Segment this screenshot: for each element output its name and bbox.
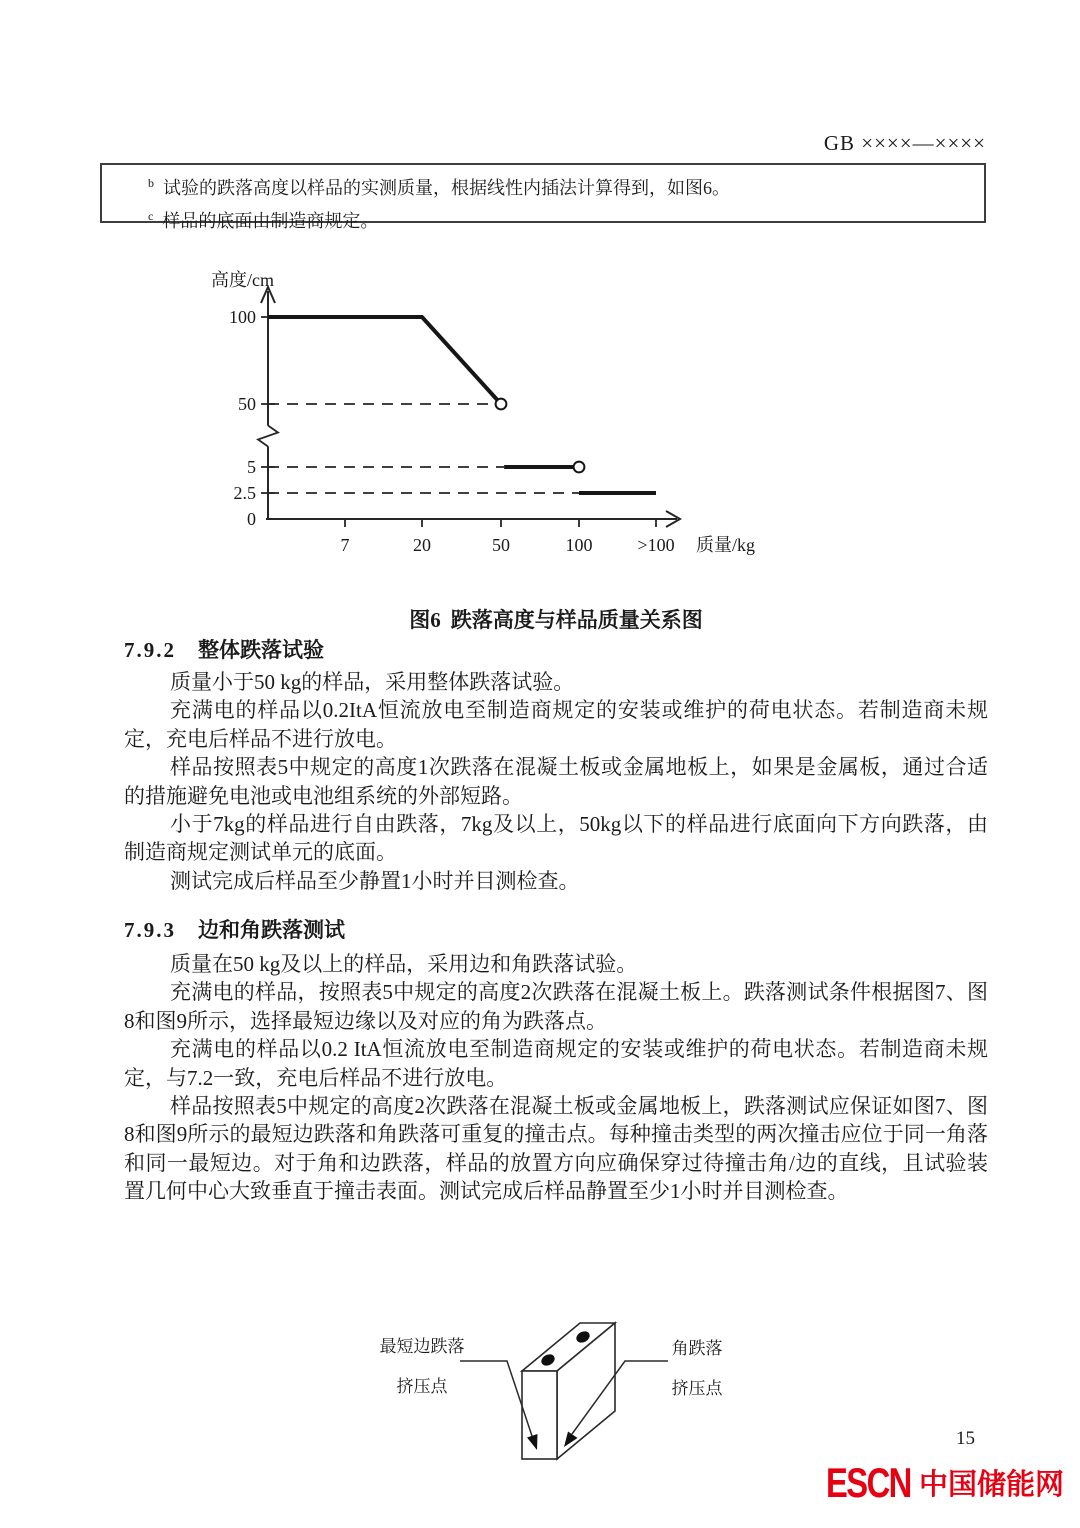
logo-chinese-text: 中国储能网 (918, 1469, 1064, 1501)
left-label-line1: 最短边跌落 (379, 1337, 465, 1356)
section-heading-7-9-2 (124, 634, 324, 664)
box-front-face (522, 1371, 557, 1459)
footnote-c-text: 样品的底面由制造商规定。 (162, 211, 379, 231)
drop-height-vs-mass-chart (180, 253, 780, 565)
x-tick-label: 50 (492, 535, 510, 555)
x-axis-title: 质量/kg (696, 535, 756, 555)
paragraph: 小于7kg的样品进行自由跌落，7kg及以上，50kg以下的样品进行底面向下方向跌落，由制造商规定测试单元的底面。 (124, 812, 988, 865)
paragraph: 充满电的样品以0.2 ItA恒流放电至制造商规定的安装或维护的荷电状态。若制造商未规定，与7.2一致，充电后样品不进行放电。 (124, 1037, 988, 1090)
edge-corner-drop-diagram (360, 1308, 750, 1493)
figure6-caption (124, 604, 988, 634)
footnote-b-text: 试验的跌落高度以样品的实测质量，根据线性内插法计算得到，如图6。 (163, 178, 730, 198)
footnote-b-marker: b (148, 176, 154, 190)
left-label-line2: 挤压点 (396, 1377, 448, 1396)
right-label-line1: 角跌落 (671, 1339, 723, 1358)
y-tick-label: 50 (238, 394, 256, 414)
standard-code-header: GB ××××—×××× (823, 131, 986, 155)
figure6-caption-title: 跌落高度与样品质量关系图 (450, 608, 703, 632)
y-tick-label: 5 (247, 457, 256, 477)
x-tick-label: >100 (637, 535, 675, 555)
paragraph: 充满电的样品，按照表5中规定的高度2次跌落在混凝土板上。跌落测试条件根据图7、图8和图9所示，选择最短边缘以及对应的角为跌落点。 (124, 980, 988, 1033)
figure6-caption-label: 图6 (409, 608, 441, 632)
figure6-chart (180, 253, 780, 565)
paragraph: 充满电的样品以0.2ItA恒流放电至制造商规定的安装或维护的荷电状态。若制造商未规定，充电后样品不进行放电。 (124, 698, 988, 751)
open-endpoint-marker (574, 462, 585, 473)
series-line (268, 317, 501, 404)
section-title: 边和角跌落测试 (198, 918, 345, 942)
y-tick-label: 100 (229, 307, 256, 327)
section-number: 7.9.2 (124, 638, 176, 662)
y-axis-break-icon (258, 426, 278, 447)
logo (826, 1459, 1064, 1506)
logo-latin-text: ESCN (826, 1459, 912, 1506)
section-heading-7-9-3 (124, 914, 345, 944)
section-number: 7.9.3 (124, 918, 176, 942)
footnote-b (148, 169, 972, 202)
x-tick-label: 100 (565, 535, 593, 555)
paragraph: 质量在50 kg及以上的样品，采用边和角跌落试验。 (170, 952, 638, 976)
paragraph: 质量小于50 kg的样品，采用整体跌落试验。 (170, 670, 575, 694)
paragraph: 测试完成后样品至少静置1小时并目测检查。 (170, 868, 580, 893)
x-tick-label: 7 (340, 535, 350, 555)
table-footnotes-box (100, 163, 986, 231)
x-tick-label: 20 (413, 535, 431, 555)
paragraph: 样品按照表5中规定的高度2次跌落在混凝土板或金属地板上，跌落测试应保证如图7、图8和图9所示的最短边跌落和角跌落可重复的撞击点。每种撞击类型的两次撞击应位于同一角落和同一最短边。对于角和边跌落，样品的放置方向应确保穿过待撞击角/边的直线，且试验装置几何中心大致垂直于撞击表面。测试完成后样品静置至少1小时并目测检查。 (124, 1094, 988, 1204)
paragraph: 样品按照表5中规定的高度1次跌落在混凝土板或金属地板上，如果是金属板，通过合适的措施避免电池或电池组系统的外部短路。 (124, 755, 988, 808)
section-title: 整体跌落试验 (198, 638, 324, 662)
figure7-diagram (360, 1308, 750, 1493)
footnote-c-marker: c (148, 209, 154, 223)
page-number: 15 (956, 1428, 975, 1449)
open-endpoint-marker (496, 399, 507, 410)
y-tick-label: 2.5 (233, 483, 256, 503)
y-tick-label: 0 (247, 509, 256, 529)
section-body-7-9-3 (124, 950, 988, 1206)
footnote-c (148, 202, 972, 235)
right-label-line2: 挤压点 (671, 1379, 723, 1398)
y-axis-title: 高度/cm (211, 270, 274, 290)
section-body-7-9-2 (124, 668, 988, 895)
